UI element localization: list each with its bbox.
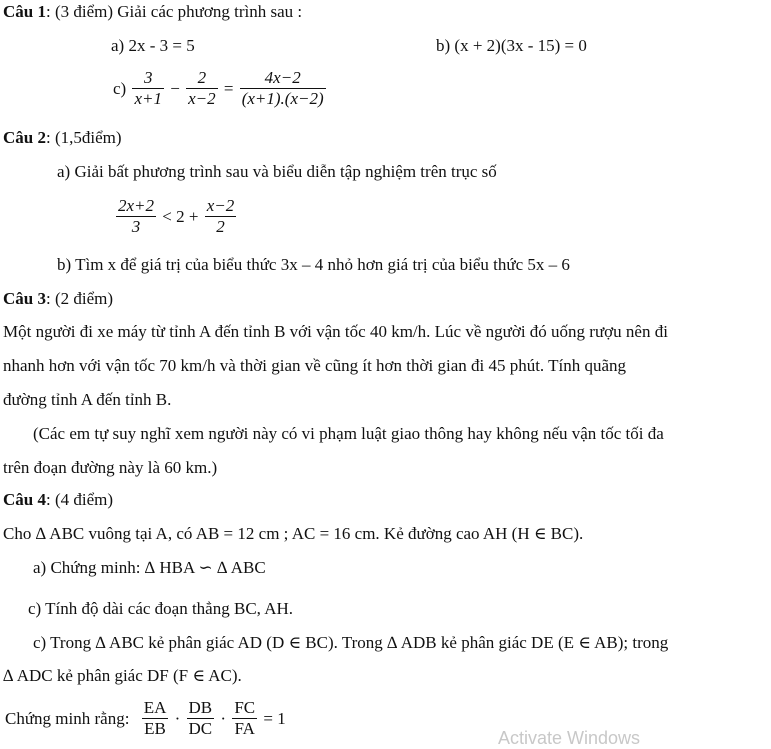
q1-heading (3, 2, 302, 22)
q4-fraction-ea-eb: $\frac{EA}{EB}$ (143, 698, 167, 738)
q1-c-fraction-3: $\frac{4x-2}{(x+1).(x-2)}$ (241, 68, 324, 108)
q1-c-minus: − (170, 78, 180, 98)
q2-heading (3, 128, 122, 148)
q2-part-b: b) Tìm x để giá trị của biểu thức 3x – 4 nhỏ hơn giá trị của biểu thức 5x – 6 (57, 255, 570, 274)
q4-fraction-fc-fa: $\frac{FC}{FA}$ (234, 698, 256, 738)
q4-dot-2: · (220, 708, 227, 728)
q4-result: = 1 (263, 708, 286, 728)
q1-c-equals: = (223, 78, 234, 98)
q1-c-label: c) (113, 78, 127, 98)
q3-points: : (2 điểm) (45, 289, 114, 308)
q4-points: : (4 điểm) (45, 490, 114, 509)
q4-part-a: a) Chứng minh: ∆ HBA ∽ ∆ ABC (33, 558, 266, 577)
q2-ineq-fraction-1: $\frac{2x+2}{3}$ (118, 196, 155, 236)
q4-heading (3, 490, 113, 510)
q2-label: Câu 2 (3, 128, 46, 147)
q4-part-c-line-2: ∆ ADC kẻ phân giác DF (F ∈ AC). (3, 666, 242, 685)
q4-intro: Cho ∆ ABC vuông tại A, có AB = 12 cm ; AC = 16 cm. Kẻ đường cao AH (H ∈ BC). (3, 524, 584, 543)
q1-c-fraction-1: $\frac{3}{x+1}$ (134, 68, 162, 108)
q4-dot-1: · (174, 708, 181, 728)
q4-label: Câu 4 (3, 490, 46, 509)
q2-inequality (116, 196, 236, 237)
q1-label: Câu 1 (3, 2, 46, 21)
q3-para-4: (Các em tự suy nghĩ xem người này có vi phạm luật giao thông hay không nếu vận tốc tối đa (33, 424, 664, 443)
q4-fraction-db-dc: $\frac{DB}{DC}$ (188, 698, 213, 738)
q3-para-5: trên đoạn đường này là 60 km.) (3, 458, 218, 477)
q2-points: : (1,5điểm) (45, 128, 122, 147)
q1-c-fraction-2: $\frac{2}{x-2}$ (188, 68, 216, 108)
q2-part-a: a) Giải bất phương trình sau và biểu diễn tập nghiệm trên trục số (57, 162, 497, 181)
q4-prove (3, 698, 288, 739)
q1-part-c (111, 68, 326, 109)
q2-ineq-fraction-2: $\frac{x-2}{2}$ (206, 196, 235, 236)
activate-windows-watermark: Activate Windows (498, 728, 641, 748)
q3-para-2: nhanh hơn với vận tốc 70 km/h và thời gian về cũng ít hơn thời gian đi 45 phút. Tính quãng (3, 356, 627, 375)
q3-para-1: Một người đi xe máy từ tỉnh A đến tỉnh B với vận tốc 40 km/h. Lúc về người đó uống rượu nên đi (3, 322, 668, 341)
q1-part-a: a) 2x - 3 = 5 (111, 36, 195, 55)
q3-heading (3, 289, 113, 309)
q3-label: Câu 3 (3, 289, 46, 308)
q4-part-b: c) Tính độ dài các đoạn thẳng BC, AH. (28, 599, 294, 618)
q1-points: : (3 điểm) Giải các phương trình sau : (45, 2, 303, 21)
q3-para-3: đường tỉnh A đến tỉnh B. (3, 390, 172, 409)
q2-ineq-mid: < 2 + (162, 206, 199, 226)
q4-part-c-line-1: c) Trong ∆ ABC kẻ phân giác AD (D ∈ BC). Trong ∆ ADB kẻ phân giác DE (E ∈ AB); trong (33, 633, 669, 652)
q4-prove-label: Chứng minh rằng: (5, 708, 130, 728)
q1-part-b: b) (x + 2)(3x - 15) = 0 (436, 36, 587, 55)
